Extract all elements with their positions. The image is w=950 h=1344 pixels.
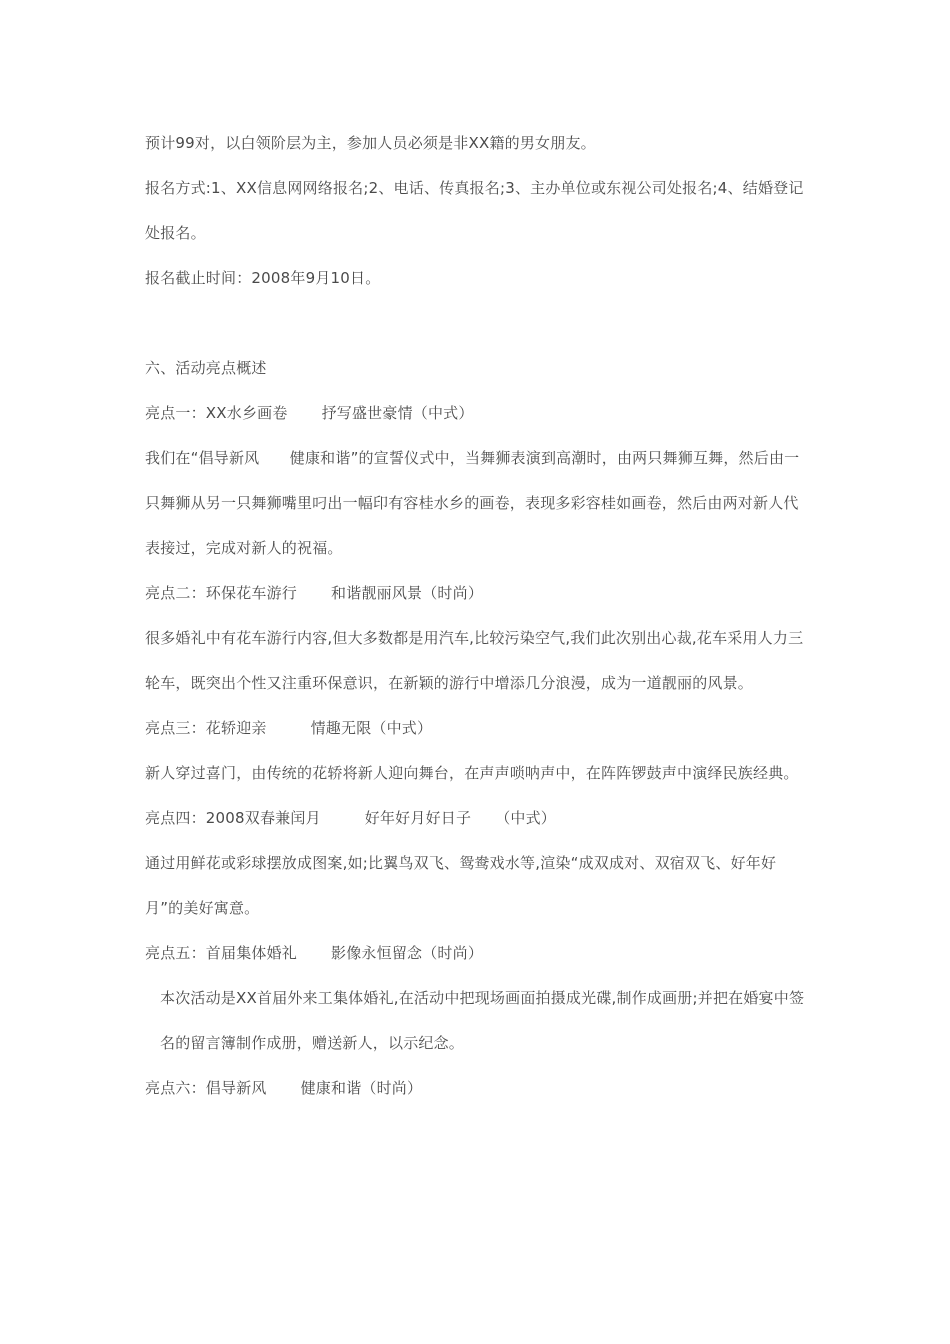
highlight-heading-5-title: 亮点五：首届集体婚礼: [145, 944, 298, 962]
highlight-heading-4-style: （中式）: [495, 809, 556, 827]
participants-paragraph: 预计99对，以白领阶层为主，参加人员必须是非XX籍的男女朋友。: [145, 134, 596, 152]
highlight-heading-2-subtitle: 和谐靓丽风景（时尚）: [331, 584, 484, 602]
registration-method-paragraph: 报名方式:1、XX信息网网络报名;2、电话、传真报名;3、主办单位或东视公司处报名;4、结婚登记处报名。: [145, 179, 804, 242]
highlight-heading-2: [145, 571, 810, 616]
highlight-heading-4-subtitle: 好年好月好日子: [364, 809, 472, 827]
highlight-body-1: 我们在“倡导新风 健康和谐”的宣誓仪式中，当舞狮表演到高潮时，由两只舞狮互舞，然后由一只舞狮从另一只舞狮嘴里叼出一幅印有容桂水乡的画卷，表现多彩容桂如画卷，然后由两对新人代表接过，完成对新人的祝福。: [145, 449, 800, 557]
document-body: [145, 121, 810, 1111]
highlight-body-4: 通过用鲜花或彩球摆放成图案,如;比翼鸟双飞、鸳鸯戏水等,渲染“成双成对、双宿双飞、好年好月”的美好寓意。: [145, 854, 777, 917]
registration-deadline-paragraph: 报名截止时间：2008年9月10日。: [145, 269, 381, 287]
highlight-heading-3-title: 亮点三：花轿迎亲: [145, 719, 267, 737]
highlight-heading-4: [145, 796, 810, 841]
highlight-heading-2-title: 亮点二：环保花车游行: [145, 584, 298, 602]
highlight-heading-1-subtitle: 抒写盛世豪情（中式）: [321, 404, 474, 422]
highlight-heading-1: [145, 391, 810, 436]
highlight-heading-5-subtitle: 影像永恒留念（时尚）: [331, 944, 484, 962]
highlight-heading-6-title: 亮点六：倡导新风: [145, 1079, 267, 1097]
blank-line: [145, 301, 810, 346]
highlight-body-5: 本次活动是XX首届外来工集体婚礼,在活动中把现场画面拍摄成光碟,制作成画册;并把在婚宴中签名的留言簿制作成册，赠送新人，以示纪念。: [160, 989, 805, 1052]
highlight-body-3: 新人穿过喜门，由传统的花轿将新人迎向舞台，在声声唢呐声中，在阵阵锣鼓声中演绎民族经典。: [145, 764, 799, 782]
highlight-heading-5: [145, 931, 810, 976]
highlight-heading-4-title: 亮点四：2008双春兼闰月: [145, 809, 321, 827]
highlight-heading-1-title: 亮点一：XX水乡画卷: [145, 404, 288, 422]
section-title: 六、活动亮点概述: [145, 359, 267, 377]
highlight-heading-6-subtitle: 健康和谐（时尚）: [300, 1079, 423, 1097]
highlight-heading-6: [145, 1066, 810, 1111]
highlight-body-2: 很多婚礼中有花车游行内容,但大多数都是用汽车,比较污染空气,我们此次别出心裁,花车采用人力三轮车，既突出个性又注重环保意识，在新颖的游行中增添几分浪漫，成为一道靓丽的风景。: [145, 629, 804, 692]
highlight-heading-3-subtitle: 情趣无限（中式）: [310, 719, 433, 737]
highlight-heading-3: [145, 706, 810, 751]
